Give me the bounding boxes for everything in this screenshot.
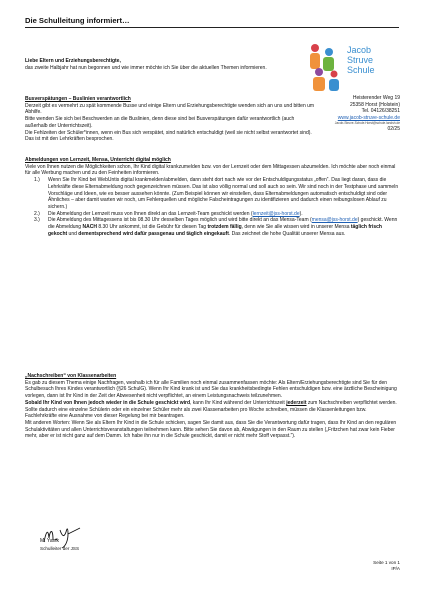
- section-bus-p1: Derzeit gibt es vermehrt zu spät kommende Busse und einige Eltern und Erziehungsberechtigte wenden sich an uns und bitten um Abhilfe.: [25, 102, 315, 116]
- section-abmeldung-heading: Abmeldungen von Lernzeit, Mensa, Unterricht digital möglich: [25, 157, 171, 163]
- list-item-text: , denn wie Sie alle wissen wird in unserer Mensa: [241, 224, 351, 231]
- list-item-number: 1.): [34, 177, 40, 184]
- page-number: Seite 1 von 1: [373, 560, 400, 565]
- address-phone: Tel. 04126/38251: [361, 108, 400, 115]
- list-item: [25, 177, 399, 211]
- section-nachschreiben-p3: Mit anderen Worten: Wenn Sie als Eltern Ihr Kind in die Schule schicken, sagen Sie damit aus, dass Sie die Verantwortung dafür tragen, dass Ihr Kind an den regulären Schulaktivitäten und allen Unterrichtsveranstaltungen teilnehmen kann. Bitte sehen Sie davon ab, Abwägungen in den Raum zu stellen („Fritzchen hat zwar kein Fieber mehr, aber er ist nicht ganz auf dem Damm. Ich habe ihn nur in die Schule geschickt, damit er nicht mehr Stoff verpasst.“).: [25, 419, 397, 440]
- lernzeit-email-link[interactable]: lernzeit@jss-horst.de: [252, 210, 300, 217]
- signer-name: M. Yanik: [40, 538, 59, 544]
- section-bus-p2: Bitte wenden Sie sich bei Beschwerden an die Buslinien, denn diese sind bei Busverspätungen dafür verantwortlich (auch außerhalb der Unterrichtszeit).: [25, 116, 295, 129]
- paragraph-text: zum Nachschreiben verpflichtet werden. Sollte dadurch eine einzelne Schülerin oder ein einzelner Schüler mehr als zwei Klassenarbeiten pro Woche schreiben, müssen die Klassenleitungen bzw. Fachlehrkräfte eine Ausnahme von dieser Regelung bei mir beantragen.: [25, 399, 397, 420]
- section-nachschreiben-heading: „Nachschreiben“ von Klassenarbeiten: [25, 373, 117, 379]
- list-item: [25, 217, 399, 237]
- list-item-text: 8.30 Uhr ankommt, ist die Gebühr für diesen Tag: [96, 224, 208, 231]
- page-footer: [340, 560, 400, 572]
- emphasis: Sobald Ihr Kind von Ihnen jedoch wieder in die Schule geschickt wird: [25, 399, 191, 406]
- intro-text: das zweite Halbjahr hat nun begonnen und wie immer möchte ich Sie über die aktuellen Themen informieren.: [25, 64, 267, 71]
- author-initials: IP/A: [391, 566, 400, 571]
- logo-line-1: Jacob: [347, 45, 372, 55]
- list-item-text: . Das zeichnet die hohe Qualität unserer Mensa aus.: [228, 230, 346, 237]
- school-logo: [307, 40, 403, 100]
- emphasis: NACH: [82, 224, 97, 231]
- list-item-text: Die Abmeldung der Lernzeit muss von Ihnen direkt an das Lernzeit-Team geschickt werden (: [48, 210, 253, 217]
- address-website[interactable]: www.jacob-struve-schule.de: [337, 114, 400, 121]
- page-title: Die Schulleitung informiert…: [25, 16, 130, 25]
- intro: [25, 58, 303, 71]
- address-street: Heisterender Weg 19: [352, 95, 400, 101]
- section-abmeldung: [25, 157, 399, 237]
- paragraph-text: , kann Ihr Kind während der Unterrichtszeit: [190, 399, 287, 406]
- emphasis: jederzeit: [286, 399, 307, 406]
- list-item-text: und: [67, 230, 79, 237]
- letter-ref: 02/25: [387, 126, 400, 133]
- logo-line-3: Schule: [347, 65, 375, 75]
- section-nachschreiben-p2: [25, 400, 399, 420]
- greeting: Liebe Eltern und Erziehungsberechtigte,: [25, 58, 121, 64]
- section-abmeldung-p1: Viele von Ihnen nutzen die Möglichkeiten schon, Ihr Kind digital krankzumelden bzw. von der Lernzeit oder dem Mittagessen abzumelden. Ich möchte aber noch einmal für alle Werbung machen und zu den Feinheiten informieren.: [25, 163, 396, 177]
- address-email: Jacob-Struve-Schule.Horst@schule.landsh.de: [334, 121, 400, 126]
- list-item-text: Die Abmeldung des Mittagessens ist bis 08.30 Uhr desselben Tages möglich und wird bitte direkt an das Mensa-Team (: [48, 217, 312, 224]
- title-rule: [25, 27, 399, 28]
- list-item-number: 3.): [34, 217, 40, 224]
- section-nachschreiben-p1: Es gab zu diesem Thema einige Nachfragen, weshalb ich für alle Familien noch einmal zusammenfassen möchte: Als Eltern/Erziehungsberechtigte sind Sie für den Schulbesuch Ihres Kindes verantwortlich (§26 SchulG). Wenn Ihr Kind krank ist und Sie das krankheitsbedingte Fehlen entschuldigen bzw. eine ärztliche Bescheinigung vorlegen, dann ist Ihr Kind in der Zeit der Abwesenheit nicht verpflichtet, an einem Leistungsnachweis teilzunehmen.: [25, 379, 397, 400]
- section-bus-heading: Busverspätungen – Buslinien verantwortlich: [25, 96, 131, 102]
- abmeldung-list: [25, 177, 399, 237]
- logo-figures-icon: [307, 42, 343, 94]
- logo-line-2: Struve: [347, 55, 374, 65]
- emphasis: täglich frisch gekocht: [48, 224, 382, 237]
- section-bus-p3: Die Fehlzeiten der Schüler*innen, wenn ein Bus sich verspätet, sind natürlich entschuldigt (weil sie nicht selbst verantwortet sind). Das ist mit den Lehrkräften besprochen.: [25, 129, 312, 143]
- list-item: [25, 211, 399, 218]
- section-bus: [25, 96, 317, 143]
- list-item-text: ) geschickt. Wenn die Abmeldung: [48, 217, 398, 231]
- signer-role: Schulleiter der JSS: [40, 546, 80, 551]
- mensa-email-link[interactable]: mensa@jss-horst.de: [311, 217, 358, 224]
- emphasis: trotzdem fällig: [207, 224, 242, 231]
- address-city: 25358 Horst (Holstein): [349, 101, 400, 108]
- list-item-text: ).: [299, 210, 303, 217]
- list-item-number: 2.): [34, 210, 40, 217]
- emphasis: dementsprechend wird dafür passgenau und täglich eingekauft: [78, 230, 229, 237]
- section-nachschreiben: [25, 373, 399, 440]
- list-item-text: Wenn Sie Ihr Kind bei WebUntis digital krankmelden/abmelden, dann steht dort nach wie vor der Entschuldigungsstatus „offen“. Das liegt daran, dass die Lehrkräfte diese Elternabmeldung noch gegenzeichnen müssen. Das ist also völlig normal und soll auch so sein. Wir sind noch in der Testphase und sammeln Vorschläge und Ideen, wie es besser aussehen könnte. (Zum Beispiel können wir einstellen, dass Elternabmeldungen automatisch entschuldigt sind oder Ähnliches – aber damit warten wir noch, um Fehlerquellen und mögliche Falscheintragungen zu identifizieren und dadurch einen reibungslosen Ablauf zu sichern.): [48, 177, 399, 210]
